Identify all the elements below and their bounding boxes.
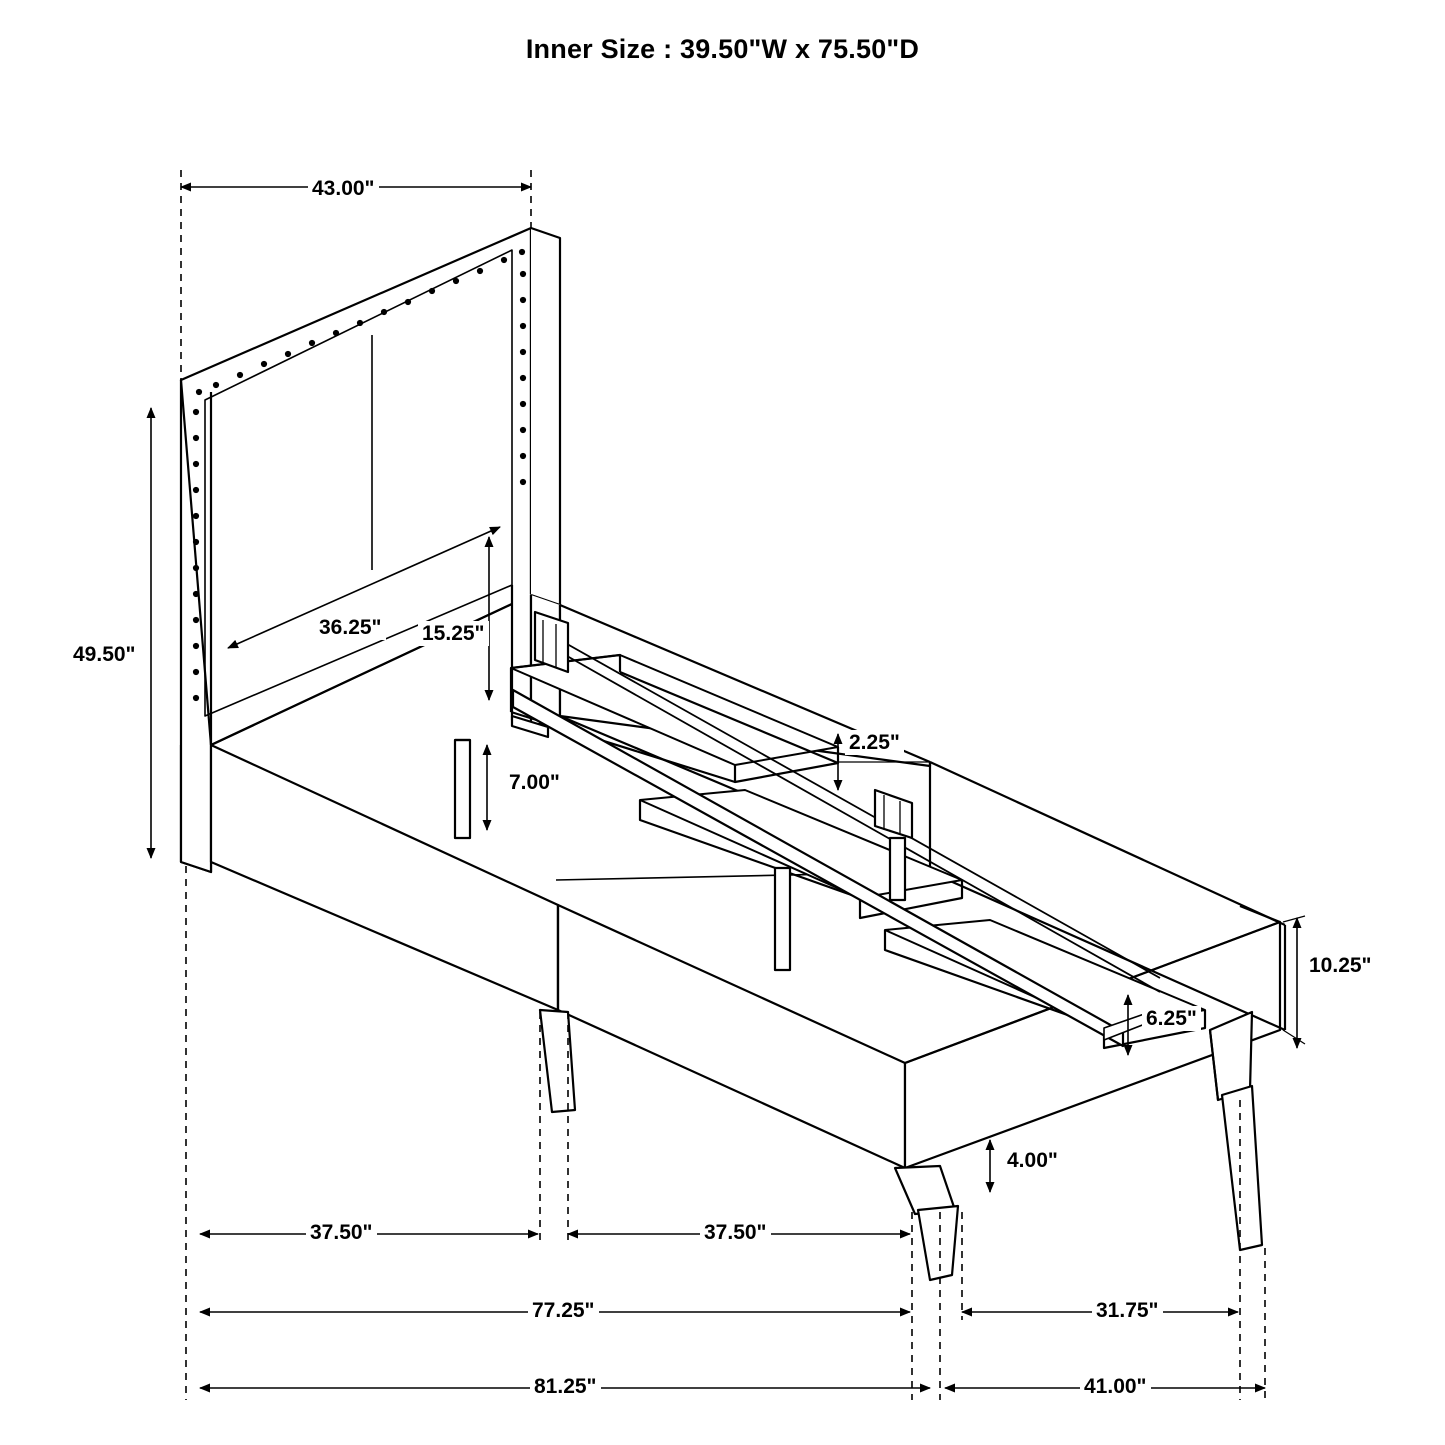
dim-rail-height: 10.25" xyxy=(1305,953,1376,978)
dim-slat-height: 7.00" xyxy=(505,770,564,795)
dim-leg-height: 4.00" xyxy=(1003,1148,1062,1173)
dim-headboard-panel: 36.25" xyxy=(315,615,386,640)
dim-rail-offset: 2.25" xyxy=(845,730,904,755)
dim-span-right: 37.50" xyxy=(700,1220,771,1245)
dim-headboard-clearance: 15.25" xyxy=(418,621,489,646)
dim-depth-right: 31.75" xyxy=(1092,1298,1163,1323)
dim-overall-height: 49.50" xyxy=(69,642,140,667)
page-title: Inner Size : 39.50"W x 75.50"D xyxy=(525,34,920,64)
bed-frame xyxy=(211,605,1285,1280)
dim-span-left: 37.50" xyxy=(306,1220,377,1245)
dim-overall-depth: 41.00" xyxy=(1080,1374,1151,1399)
dim-headboard-width: 43.00" xyxy=(308,176,379,201)
dim-overall-length: 81.25" xyxy=(530,1374,601,1399)
dim-inner-length: 77.25" xyxy=(528,1298,599,1323)
dim-rail-panel: 6.25" xyxy=(1142,1006,1201,1031)
